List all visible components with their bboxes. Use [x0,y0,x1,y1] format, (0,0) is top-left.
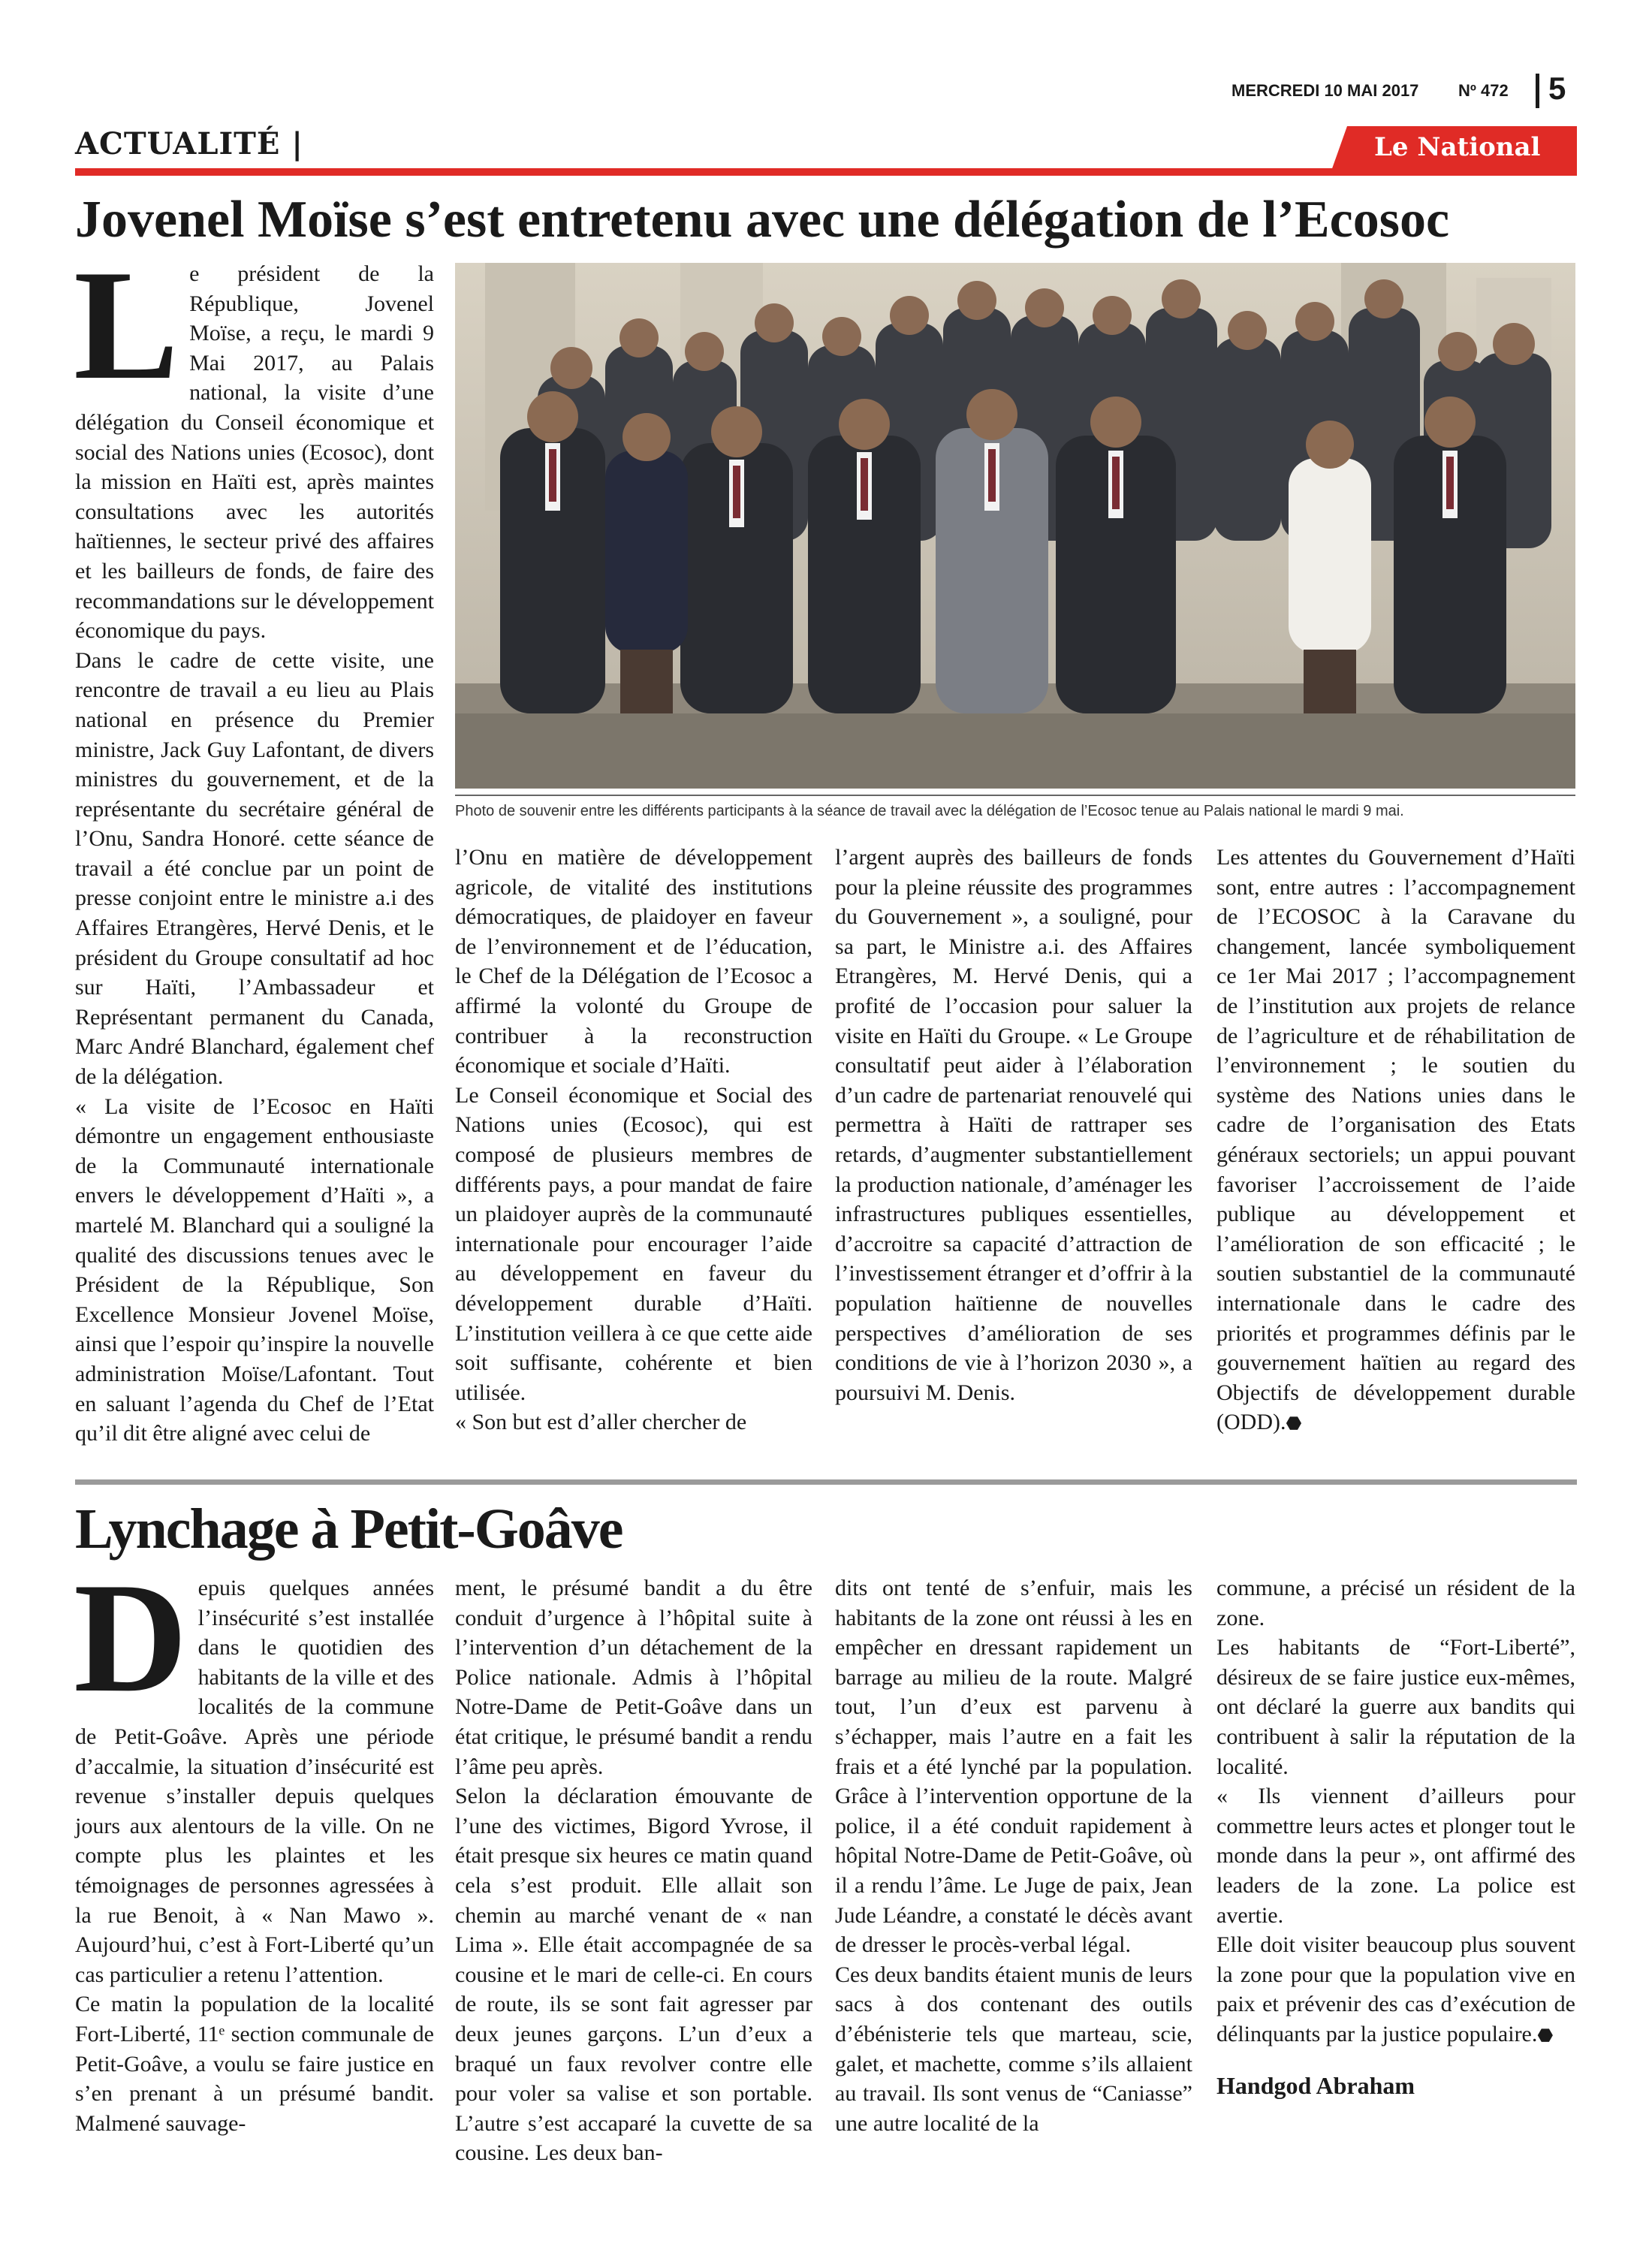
article1-column-1 [74,238,434,1449]
article2-column-3 [835,1573,1192,2138]
section-label: ACTUALITÉ | [75,126,303,161]
article2-paragraph: epuis quelques années l’insécurité s’est installée dans le quotidien des habitants de la ville et des localités de la commune de Petit-Goâve. Après une période d’accalmie, la situation d’insécurité est revenue s’installer depuis quelques jours aux alentours de la ville. On ne compte plus les plaintes et les témoignages de personnes agressées à la rue Benoit, à « Nan Mawo ». Aujourd’hui, c’est à Fort-Liberté qu’un cas particulier a retenu l’attention. [75,1576,434,1987]
article2-paragraph: « Ils viennent d’ailleurs pour commettre leurs actes et plonger tout le monde dans la peur », ont affirmé des leaders de la zone. La police est avertie. [1216,1784,1575,1928]
page-number-divider [1536,74,1539,108]
article2-paragraph: Ce matin la population de la localité Fort-Liberté, 11ᵉ section communale de Petit-Goâve, a voulu se faire justice en s’en prenant à un présumé bandit. Malmené sauvage- [75,1992,434,2136]
article2-paragraph [1216,1930,1575,2051]
photo-caption-rule [455,795,1575,796]
article2-column-4 [1216,1573,1575,2101]
article1-column-4 [1216,843,1575,1440]
article1-dropcap: L [74,238,179,412]
article1-headline: Jovenel Moïse s’est entretenu avec une délégation de l’Ecosoc [75,191,1450,249]
article1-column-3 [835,843,1192,1407]
byline: Handgod Abraham [1216,2071,1415,2099]
article1-column-2 [455,843,812,1437]
article2-paragraph: ment, le présumé bandit a du être conduit d’urgence à l’hôpital suite à l’intervention d’un détachement de la Police nationale. Admis à l’hôpital Notre-Dame de Petit-Goâve dans un état critique, le présumé bandit a rendu l’âme peu après. [455,1576,812,1779]
article2-paragraph: dits ont tenté de s’enfuir, mais les habitants de la zone ont réussi à les en empêcher en dressant rapidement un barrage au milieu de la route. Malgré tout, l’un d’eux est parvenu à s’échapper, mais l’autre en a fait les frais et a été lynché par la population. Grâce à l’intervention opportune de la police, il a été conduit rapidement à hôpital Notre-Dame de Petit-Goâve, où il a rendu l’âme. Le Juge de paix, Jean Jude Léandre, a constaté le décès avant de dresser le procès-verbal légal. [835,1576,1192,1958]
article1-paragraph: Dans le cadre de cette visite, une rencontre de travail a eu lieu au Plais national en présence du Premier ministre, Jack Guy Lafontant, de divers ministres du gouvernement, et de la représentante du secrétaire général de l’Onu, Sandra Honoré. cette séance de travail a été conclue par un point de presse conjoint entre le ministre a.i des Affaires Etrangères, Hervé Denis, et le président du Groupe consultatif ad hoc sur Haïti, l’Ambassadeur et Représentant permanent du Canada, Marc André Blanchard, également chef de la délégation. [75,647,434,1090]
article1-paragraph-text: Les attentes du Gouvernement d’Haïti sont, entre autres : l’accompagnement de l’ECOSOC à la Caravane du changement, lancée symboliquement ce 1er Mai 2017 ; l’accompagnement de l’institution aux projets de relance de l’agriculture et de réhabilitation de l’environnement ; le soutien du système des Nations unies dans le cadre de l’organisation des Etats généraux sectoriels; un appui pouvant favoriser l’accroissement de l’aide publique au développement et l’amélioration de son efficacité ; le soutien substantiel de la communauté internationale dans le cadre des priorités et programmes définis par le gouvernement haïtien au regard des Objectifs de développement durable (ODD). [1216,845,1575,1435]
article2-column-1 [74,1551,434,2138]
article2-paragraph: Ces deux bandits étaient munis de leurs sacs à dos contenant des outils d’ébénisterie tels que marteau, scie, galet, et machette, comme s’ils allaient au travail. Ils sont venus de “Caniasse” une autre localité de la [835,1962,1192,2136]
article2-paragraph: Les habitants de “Fort-Liberté”, désireux de se faire justice eux-mêmes, ont déclaré la guerre aux bandits qui contribuent à salir la réputation de la localité. [1216,1635,1575,1779]
photo-caption: Photo de souvenir entre les différents participants à la séance de travail avec la délégation de l’Ecosoc tenue au Palais national le mardi 9 mai. [455,803,1404,819]
article2-headline: Lynchage à Petit-Goâve [75,1497,623,1561]
group-photo-illustration [455,263,1575,789]
article-divider [75,1479,1577,1485]
article2-dropcap: D [74,1551,188,1725]
article1-paragraph: l’Onu en matière de développement agricole, de vitalité des institutions démocratiques, de plaidoyer en faveur de l’environnement et de l’éducation, le Chef de la Délégation de l’Ecosoc a affirmé la volonté du Groupe de contribuer à la reconstruction économique et sociale d’Haïti. [455,845,812,1078]
newspaper-brand: Le National [1374,132,1541,162]
issue-number: Nº 472 [1458,81,1509,100]
article1-paragraph [1216,843,1575,1440]
article1-paragraph: e président de la République, Jovenel Moïse, a reçu, le mardi 9 Mai 2017, au Palais national, la visite d’une délégation du Conseil économique et social des Nations unies (Ecosoc), dont la mission en Haïti est, après maintes consultations avec les autorités haïtiennes, le secteur privé des affaires et les bailleurs de fonds, de faire des recommandations sur le développement économique du pays. [75,261,434,644]
issue-date: MERCREDI 10 MAI 2017 [1231,81,1419,100]
article2-paragraph: Selon la déclaration émouvante de l’une des victimes, Bigord Yvrose, il était presque six heures ce matin quand cela s’est produit. Elle allait son chemin au marché venant de « nan Lima ». Elle était accompagnée de sa cousine et le mari de celle-ci. En cours de route, ils se sont fait agresser par deux jeunes garçons. L’un d’eux a braqué un faux revolver contre elle pour voler sa valise et son portable. L’autre s’est accaparé la cuvette de sa cousine. Les deux ban- [455,1784,812,2166]
article1-paragraph: « Son but est d’aller chercher de [455,1410,747,1435]
article1-paragraph: Le Conseil économique et Social des Nations unies (Ecosoc), qui est composé de plusieurs membres de différents pays, a pour mandat de faire un plaidoyer auprès de la communauté internationale pour encourager l’aide au développement en faveur du développement durable d’Haïti. L’institution veillera à ce que cette aide soit suffisante, cohérente et bien utilisée. [455,1082,812,1405]
article1-paragraph: « La visite de l’Ecosoc en Haïti démontre un engagement enthousiaste de la Communauté internationale envers le développement d’Haïti », a martelé M. Blanchard qui a souligné la qualité des discussions tenues avec le Président de la République, Son Excellence Monsieur Jovenel Moïse, ainsi que l’espoir qu’inspire la nouvelle administration Moïse/Lafontant. Tout en saluant l’agenda du Chef de l’Etat qu’il dit être aligné avec celui de [75,1093,434,1446]
article-end-icon: ⬣ [1537,2025,1554,2046]
page-number: 5 [1548,71,1566,106]
article2-paragraph: commune, a précisé un résident de la zone. [1216,1576,1575,1630]
article-end-icon: ⬣ [1286,1414,1302,1434]
group-photo [455,263,1575,789]
article2-column-2 [455,1573,812,2168]
article2-paragraph-text: Elle doit visiter beaucoup plus souvent la zone pour que la population vive en paix et prévenir des cas d’exécution de délinquants par la justice populaire. [1216,1932,1575,2046]
article1-paragraph: l’argent auprès des bailleurs de fonds pour la pleine réussite des programmes du Gouvernement », a souligné, pour sa part, le Ministre a.i. des Affaires Etrangères, M. Hervé Denis, qui a profité de l’occasion pour saluer la visite en Haïti du Groupe. « Le Groupe consultatif peut aider à l’élaboration d’un cadre de partenariat renouvelé qui permettra à Haïti de rattraper ses retards, d’augmenter substantiellement la production nationale, d’aménager les infrastructures publiques essentielles, d’accroitre sa capacité d’attraction de l’investissement étranger et d’offrir à la population haïtienne de nouvelles perspectives d’amélioration de ses conditions de vie à l’horizon 2030 », a poursuivi M. Denis. [835,845,1192,1405]
